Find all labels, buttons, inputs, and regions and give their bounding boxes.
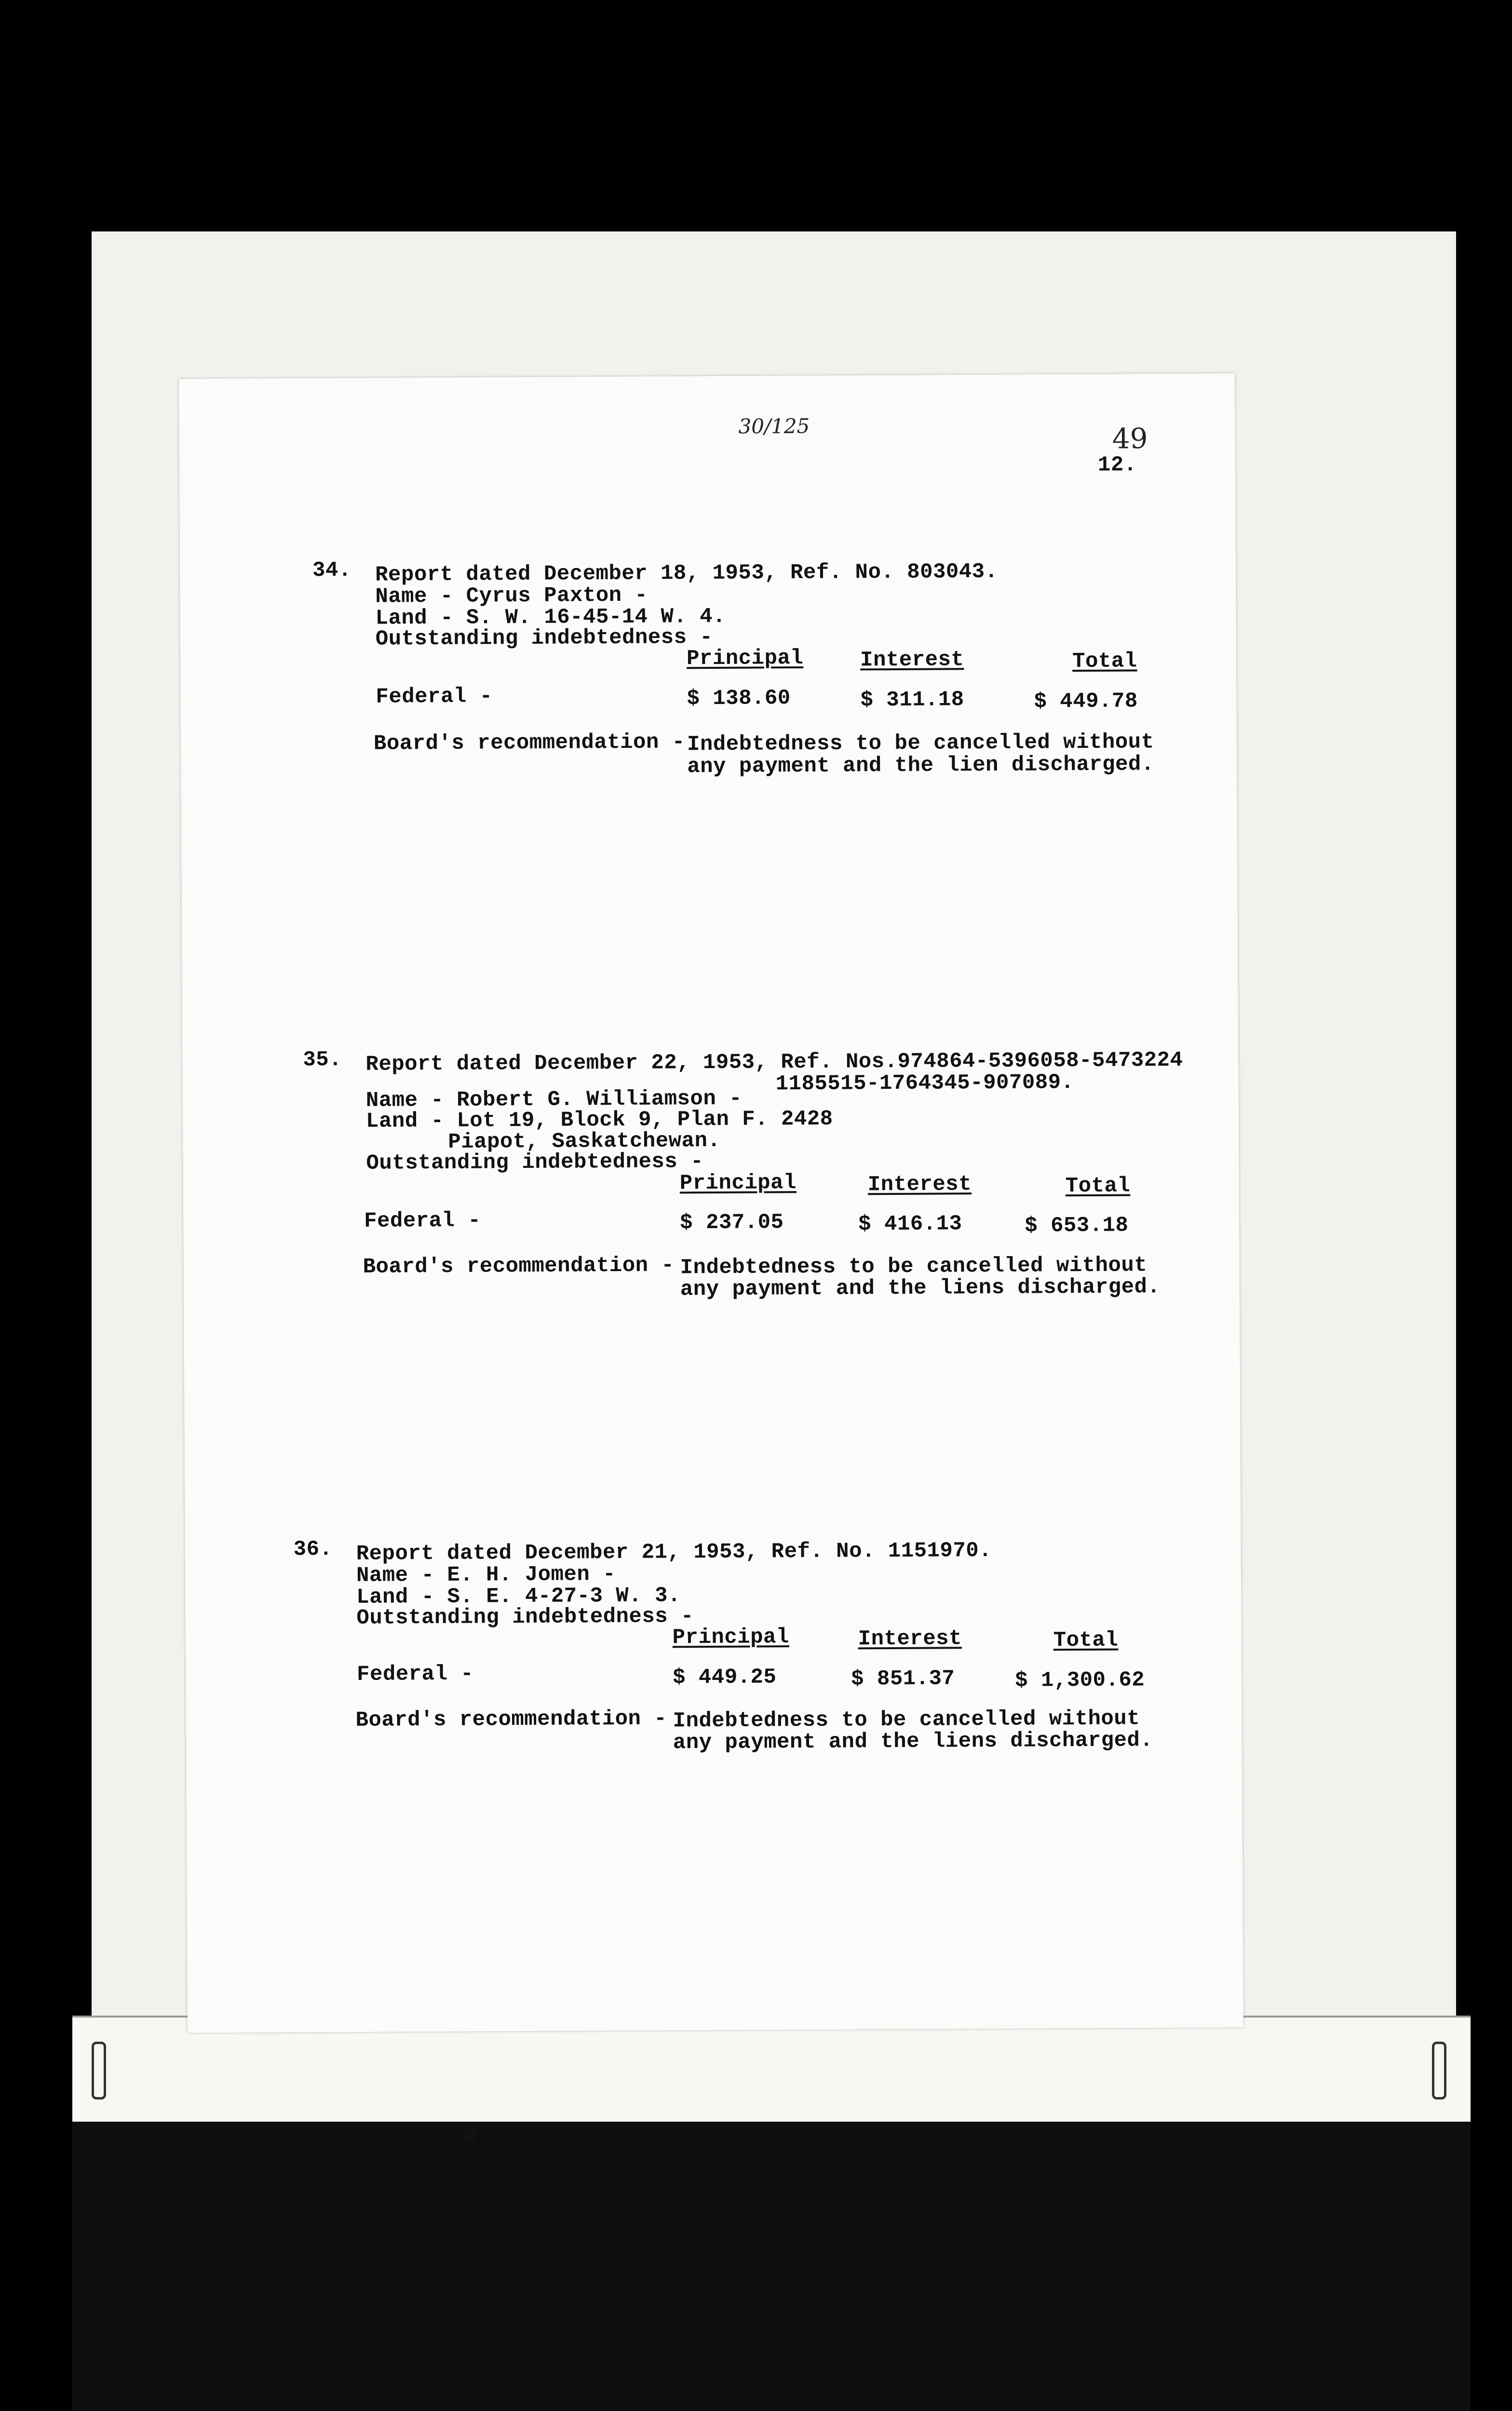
col-interest: Interest [867,1172,972,1197]
report-line: Report dated December 18, 1953, Ref. No. 803043. [375,559,998,587]
principal-value: $ 138.60 [687,686,791,711]
rec-text-1: Indebtedness to be cancelled without [687,730,1154,757]
row-label: Federal - [356,1662,474,1687]
land-line: Land - S. E. 4-27-3 W. 3. [356,1584,681,1610]
report-line: Report dated December 22, 1953, Ref. Nos.974864-5396058-5473224 [365,1048,1183,1077]
rec-text-2: any payment and the liens discharged. [673,1728,1153,1755]
rec-text-1: Indebtedness to be cancelled without [673,1707,1140,1734]
entry-number: 35. [303,1048,342,1072]
interest-value: $ 851.37 [851,1666,955,1692]
principal-value: $ 449.25 [673,1665,777,1690]
name-line: Name - Cyrus Paxton - [375,583,648,609]
rec-label: Board's recommendation - [373,730,685,756]
rec-label: Board's recommendation - [363,1253,675,1279]
name-line: Name - Robert G. Williamson - [365,1086,742,1113]
outstanding-label: Outstanding indebtedness - [366,1150,704,1176]
right-clip-icon [1432,2042,1446,2099]
lower-backing [72,2122,1471,2411]
page-number-handwritten: 49 [1112,422,1148,455]
interest-value: $ 416.13 [858,1212,962,1237]
document-page [179,373,1243,2032]
report-line-2: 1185515-1764345-907089. [775,1070,1074,1097]
rec-text-2: any payment and the liens discharged. [680,1275,1161,1302]
entry-number: 34. [312,558,351,583]
col-principal: Principal [679,1171,797,1196]
backing-strip [72,2016,1471,2127]
rec-text-1: Indebtedness to be cancelled without [680,1253,1148,1280]
rec-text-2: any payment and the lien discharged. [687,752,1154,779]
report-line: Report dated December 21, 1953, Ref. No. 1151970. [356,1538,992,1566]
name-line: Name - E. H. Jomen - [356,1562,616,1588]
page-number-typed: 12. [1097,453,1137,477]
col-total: Total [1053,1628,1119,1653]
handwritten-ref: 30/125 [738,414,810,438]
col-interest: Interest [860,648,964,673]
land-line: Land - Lot 19, Block 9, Plan F. 2428 [365,1107,833,1134]
total-value: $ 1,300.62 [1015,1668,1145,1693]
rec-label: Board's recommendation - [355,1707,667,1733]
outstanding-label: Outstanding indebtedness - [375,625,713,651]
punch-hole-icon [464,2128,478,2142]
col-principal: Principal [672,1625,789,1650]
total-value: $ 449.78 [1034,689,1138,714]
left-clip-icon [92,2042,106,2099]
total-value: $ 653.18 [1025,1213,1129,1238]
principal-value: $ 237.05 [680,1210,784,1235]
col-principal: Principal [686,646,804,671]
col-total: Total [1072,649,1137,674]
row-label: Federal - [364,1208,481,1233]
interest-value: $ 311.18 [860,688,964,713]
row-label: Federal - [376,684,493,709]
land-line-2: Piapot, Saskatchewan. [448,1128,721,1154]
land-line: Land - S. W. 16-45-14 W. 4. [375,604,726,631]
outstanding-label: Outstanding indebtedness - [356,1604,694,1630]
entry-number: 36. [293,1537,333,1562]
col-interest: Interest [858,1626,962,1652]
col-total: Total [1065,1174,1131,1199]
